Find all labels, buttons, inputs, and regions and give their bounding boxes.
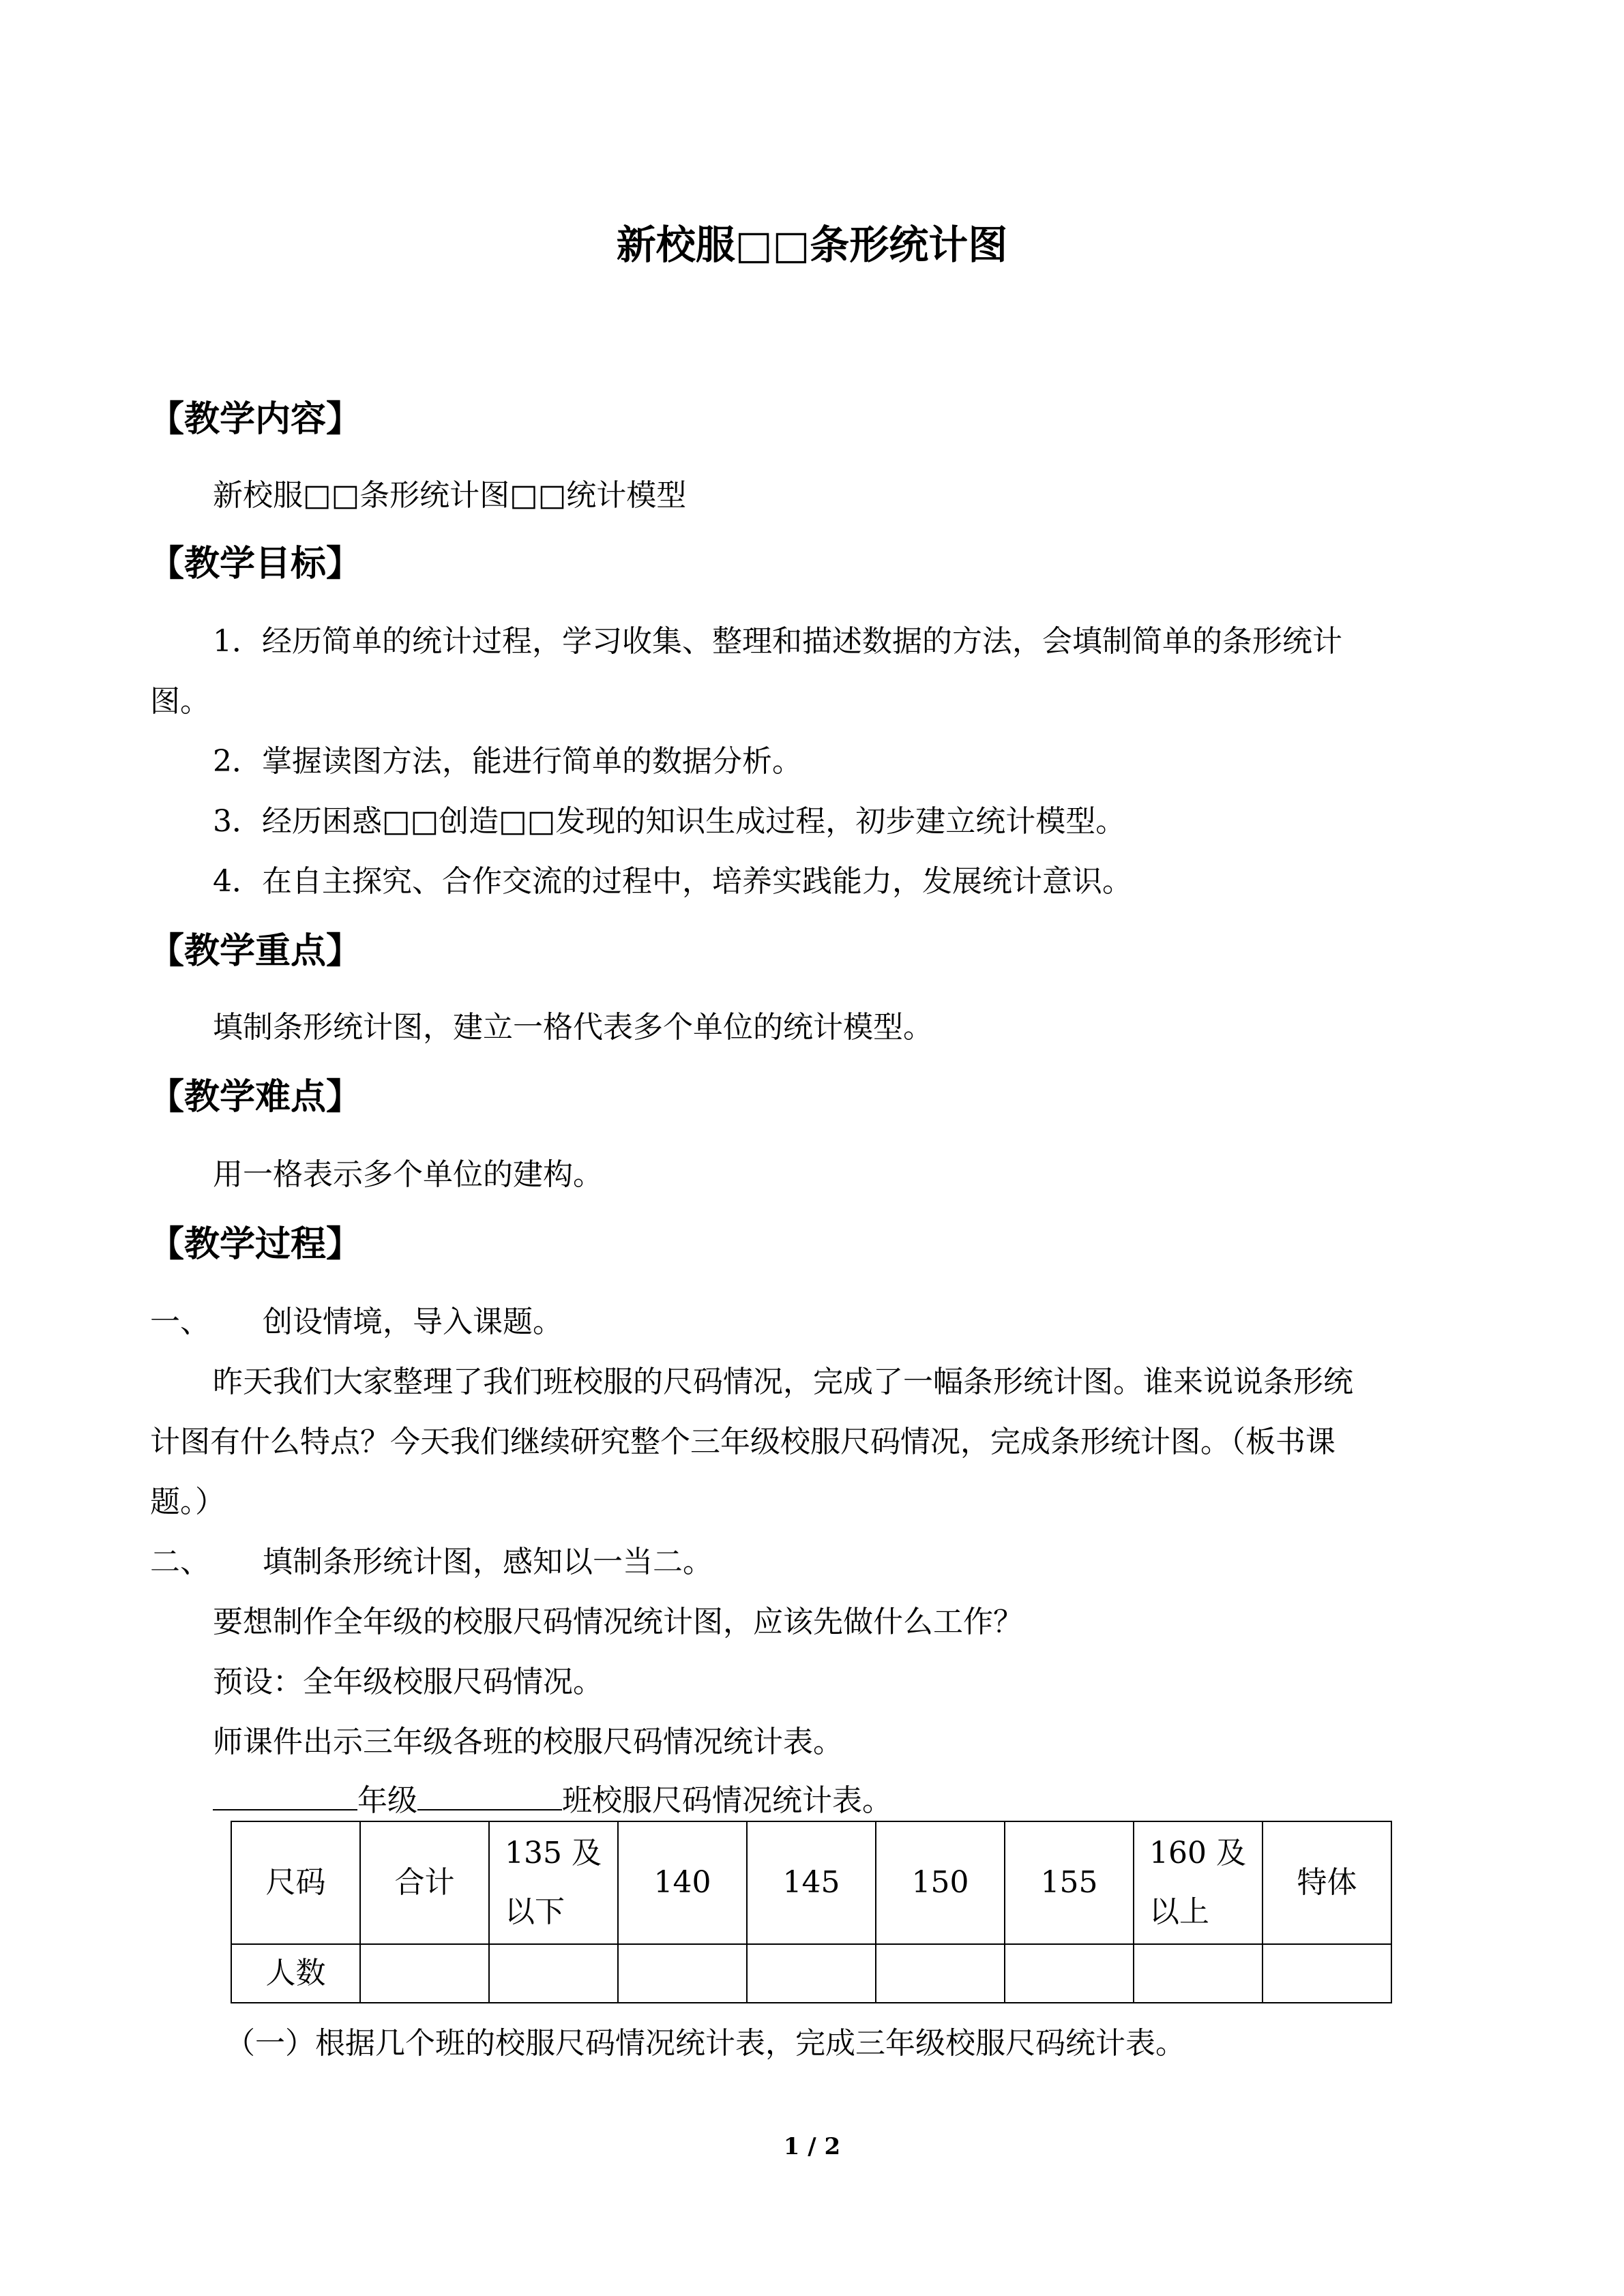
- table-count-row: [231, 1944, 1391, 2003]
- cell-155: 155: [1005, 1821, 1134, 1944]
- cell-empty: [489, 1944, 618, 2003]
- cell-total: 合计: [360, 1821, 489, 1944]
- heading-content: 【教学内容】: [149, 399, 362, 440]
- heading-key-points: 【教学重点】: [149, 931, 362, 972]
- difficulty-text: 用一格表示多个单位的建构。: [213, 1157, 603, 1192]
- step-1-para-line-2: 计图有什么特点？今天我们继续研究整个三年级校服尺码情况，完成条形统计图。（板书课: [150, 1425, 1335, 1459]
- step-1-title: 创设情境，导入课题。: [263, 1304, 563, 1339]
- cell-empty: [360, 1944, 489, 2003]
- cell-size: 尺码: [231, 1821, 360, 1944]
- cell-160-above: 160 及 以上: [1134, 1821, 1263, 1944]
- content-text: 新校服□□条形统计图□□统计模型: [213, 478, 687, 513]
- step-2-number: 二、: [150, 1545, 210, 1579]
- caption-rest: 班校服尺码情况统计表。: [562, 1783, 892, 1818]
- heading-goals: 【教学目标】: [149, 543, 362, 584]
- cell-empty: [1134, 1944, 1263, 2003]
- goal-3: 3．经历困惑□□创造□□发现的知识生成过程，初步建立统计模型。: [213, 804, 1126, 839]
- cell-140: 140: [618, 1821, 747, 1944]
- cell-150: 150: [876, 1821, 1005, 1944]
- class-blank: [417, 1782, 562, 1810]
- key-points-text: 填制条形统计图，建立一格代表多个单位的统计模型。: [213, 1010, 933, 1045]
- cell-empty: [1263, 1944, 1391, 2003]
- goal-2: 2．掌握读图方法，能进行简单的数据分析。: [213, 744, 802, 779]
- show-table-text: 师课件出示三年级各班的校服尺码情况统计表。: [213, 1725, 843, 1759]
- table-header-row: [231, 1821, 1391, 1944]
- caption-grade-label: 年级: [357, 1783, 417, 1818]
- page-title: 新校服□□条形统计图: [616, 222, 1008, 268]
- step-2-title: 填制条形统计图，感知以一当二。: [263, 1545, 713, 1579]
- step-1-para-line-1: 昨天我们大家整理了我们班校服的尺码情况，完成了一幅条形统计图。谁来说说条形统: [213, 1365, 1353, 1399]
- cell-135-below: 135 及 以下: [489, 1821, 618, 1944]
- question-text: 要想制作全年级的校服尺码情况统计图，应该先做什么工作？: [213, 1605, 1023, 1639]
- cell-empty: [747, 1944, 876, 2003]
- after-table-text: （一）根据几个班的校服尺码情况统计表，完成三年级校服尺码统计表。: [225, 2026, 1185, 2061]
- goal-4: 4．在自主探究、合作交流的过程中，培养实践能力，发展统计意识。: [213, 864, 1132, 899]
- heading-difficulty: 【教学难点】: [149, 1077, 362, 1118]
- cell-count-label: 人数: [231, 1944, 360, 2003]
- cell-special: 特体: [1263, 1821, 1391, 1944]
- page-number: 1 / 2: [783, 2133, 841, 2160]
- preset-text: 预设：全年级校服尺码情况。: [213, 1665, 603, 1699]
- step-1-para-line-3: 题。）: [150, 1485, 225, 1519]
- goal-1-line-2: 图。: [150, 684, 210, 719]
- cell-empty: [1005, 1944, 1134, 2003]
- cell-145: 145: [747, 1821, 876, 1944]
- heading-process: 【教学过程】: [149, 1224, 362, 1265]
- step-1-number: 一、: [150, 1304, 210, 1339]
- table-caption: [213, 1781, 892, 1821]
- goal-1-line-1: 1．经历简单的统计过程，学习收集、整理和描述数据的方法，会填制简单的条形统计: [213, 624, 1342, 659]
- grade-blank: [213, 1782, 357, 1810]
- cell-empty: [876, 1944, 1005, 2003]
- cell-empty: [618, 1944, 747, 2003]
- size-stats-table: [231, 1821, 1392, 2003]
